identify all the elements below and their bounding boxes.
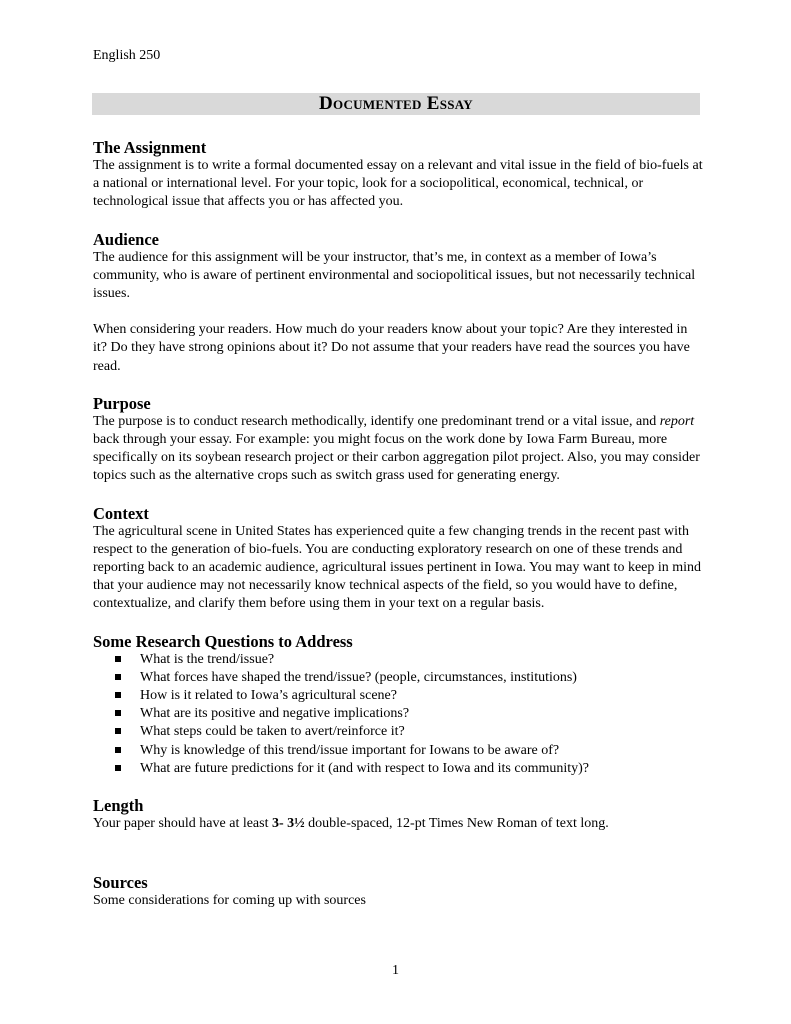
list-item: What are future predictions for it (and with respect to Iowa and its community)? [115, 760, 703, 778]
list-item: Why is knowledge of this trend/issue important for Iowans to be aware of? [115, 742, 703, 760]
section-heading: The Assignment [93, 138, 207, 157]
square-bullet-icon [115, 747, 121, 753]
emphasis-text: report [659, 413, 695, 429]
section-assignment [93, 138, 703, 212]
square-bullet-icon [115, 692, 121, 698]
text-run: back through your essay. For example: you might focus on the work done by Iowa Farm Bureau, more specifically on its soybean research project or their carbon aggregation pilot project. Also, you may consider topics such as the alternative crops such as switch grass used for generating energy. [93, 432, 700, 484]
document-body [93, 138, 703, 928]
square-bullet-icon [115, 728, 121, 734]
text-run: double-spaced, 12-pt Times New Roman of text long. [304, 816, 609, 832]
section-heading: Length [93, 796, 144, 816]
text-run: Your paper should have at least [93, 816, 272, 832]
course-label: English 250 [93, 48, 161, 63]
section-paragraph [93, 413, 703, 486]
section-heading: Sources [93, 873, 148, 893]
section-paragraph: The assignment is to write a formal documented essay on a relevant and vital issue in the field of bio-fuels at a national or international level. For your topic, look for a sociopolitical, economical, technical, or technological issue that affects you or has affected you. [93, 158, 703, 210]
section-purpose [93, 394, 703, 486]
section-audience [93, 230, 703, 376]
square-bullet-icon [115, 674, 121, 680]
bold-text: 3- 3½ [272, 816, 305, 832]
section-sources [93, 873, 703, 910]
section-heading: Context [93, 503, 149, 523]
section-paragraph: Some considerations for coming up with sources [93, 893, 366, 909]
section-questions [93, 632, 703, 778]
section-heading: Audience [93, 229, 159, 249]
square-bullet-icon [115, 710, 121, 716]
title-bar [92, 93, 700, 115]
list-item: What steps could be taken to avert/reinforce it? [115, 723, 703, 741]
list-item: What forces have shaped the trend/issue? (people, circumstances, institutions) [115, 669, 703, 687]
section-paragraph [93, 815, 703, 833]
square-bullet-icon [115, 656, 121, 662]
section-paragraph: The audience for this assignment will be your instructor, that’s me, in context as a member of Iowa’s community, who is aware of pertinent environmental and sociopolitical issues, but not necessarily technical issues. [93, 249, 696, 302]
list-item: What are its positive and negative implications? [115, 705, 703, 723]
section-length [93, 796, 703, 833]
text-run: The purpose is to conduct research methodically, identify one predominant trend or a vital issue, and [93, 413, 660, 429]
square-bullet-icon [115, 765, 121, 771]
questions-list [93, 651, 703, 778]
list-item: What is the trend/issue? [115, 651, 703, 669]
section-heading: Some Research Questions to Address [93, 631, 353, 651]
section-paragraph: When considering your readers. How much do your readers know about your topic? Are they interested in it? Do they have strong opinions about it? Do not assume that your readers have read the sources you have read. [93, 322, 690, 374]
section-paragraph: The agricultural scene in United States has experienced quite a few changing trends in the recent past with respect to the generation of bio-fuels. You are conducting exploratory research on one of these trends and reporting back to an academic audience, agricultural issues pertinent in Iowa. You may want to keep in mind that your audience may not necessarily know technical aspects of the field, so you would have to define, contextualize, and clarify them before using them in your text on a regular basis. [93, 523, 702, 612]
list-item: How is it related to Iowa’s agricultural scene? [115, 687, 703, 705]
page-number: 1 [392, 963, 399, 978]
section-heading: Purpose [93, 393, 151, 413]
document-title: Documented Essay [319, 93, 473, 114]
section-context [93, 504, 703, 614]
